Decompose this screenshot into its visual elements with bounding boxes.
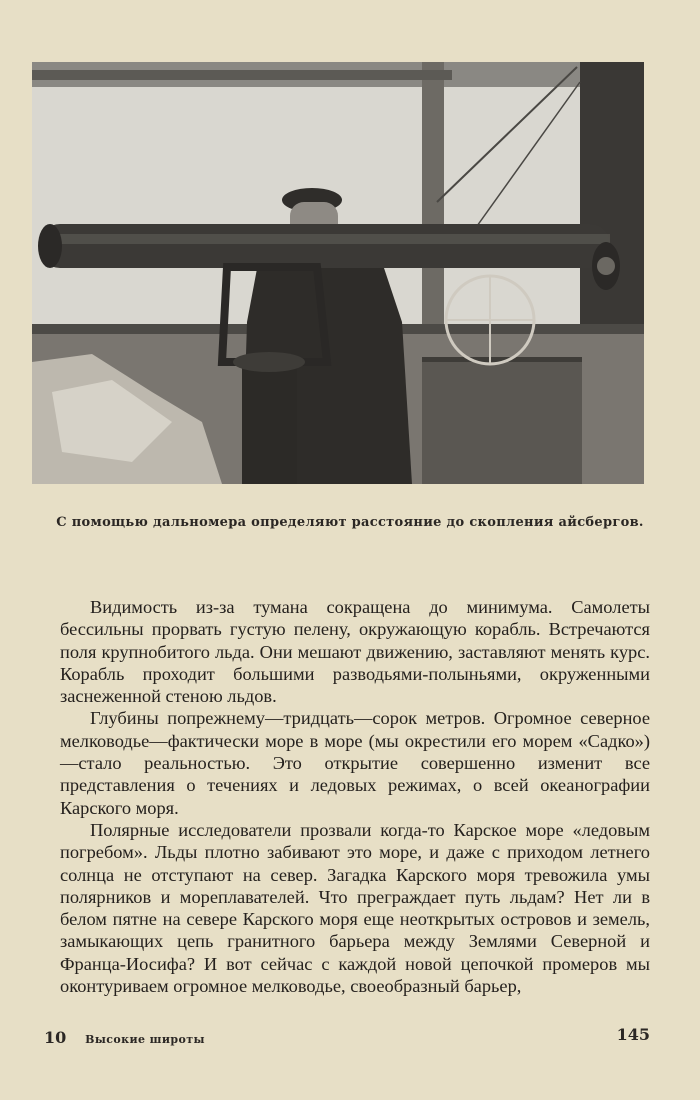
- paragraph: Видимость из-за тумана сокращена до минимума. Самолеты бессильны прорвать густую пелену, окружающую корабль. Встречаются поля крупнобитого льда. Они мешают движению, заставляют менять курс. Корабль проходит большими разводьями-полыньями, окруженными заснеженной стеною льдов.: [60, 597, 650, 707]
- page-footer-left: [44, 1028, 205, 1047]
- book-title: Высокие широты: [85, 1033, 205, 1046]
- paragraph: Полярные исследователи прозвали когда-то Карское море «ледовым погребом». Льды плотно забивают это море, и даже с приходом летнего солнца не отступают на север. Загадка Карского моря тревожила умы полярников и мореплавателей. Что преграждает путь льдам? Нет ли в белом пятне на севере Карского моря еще неоткрытых островов и земель, замыкающих цепь гранитного барьера между Землями Северной и Франца-Иосифа? И вот сейчас с каждой новой цепочкой промеров мы оконтуриваем огромное мелководье, своеобразный барьер,: [60, 819, 650, 997]
- paragraph: Глубины попрежнему—тридцать—сорок метров. Огромное северное мелководье—фактически море в море (мы окрестили его морем «Садко»)—стало реальностью. Это открытие совершенно изменит все представления о течениях и ледовых режимах, о всей океанографии Карского моря.: [60, 708, 650, 818]
- figure-caption: С помощью дальномера определяют расстояние до скопления айсбергов.: [56, 515, 644, 530]
- body-text: [60, 596, 650, 997]
- page-number: 145: [616, 1025, 650, 1044]
- rangefinder-photo: [32, 62, 644, 484]
- printer-signature: 10: [44, 1028, 67, 1047]
